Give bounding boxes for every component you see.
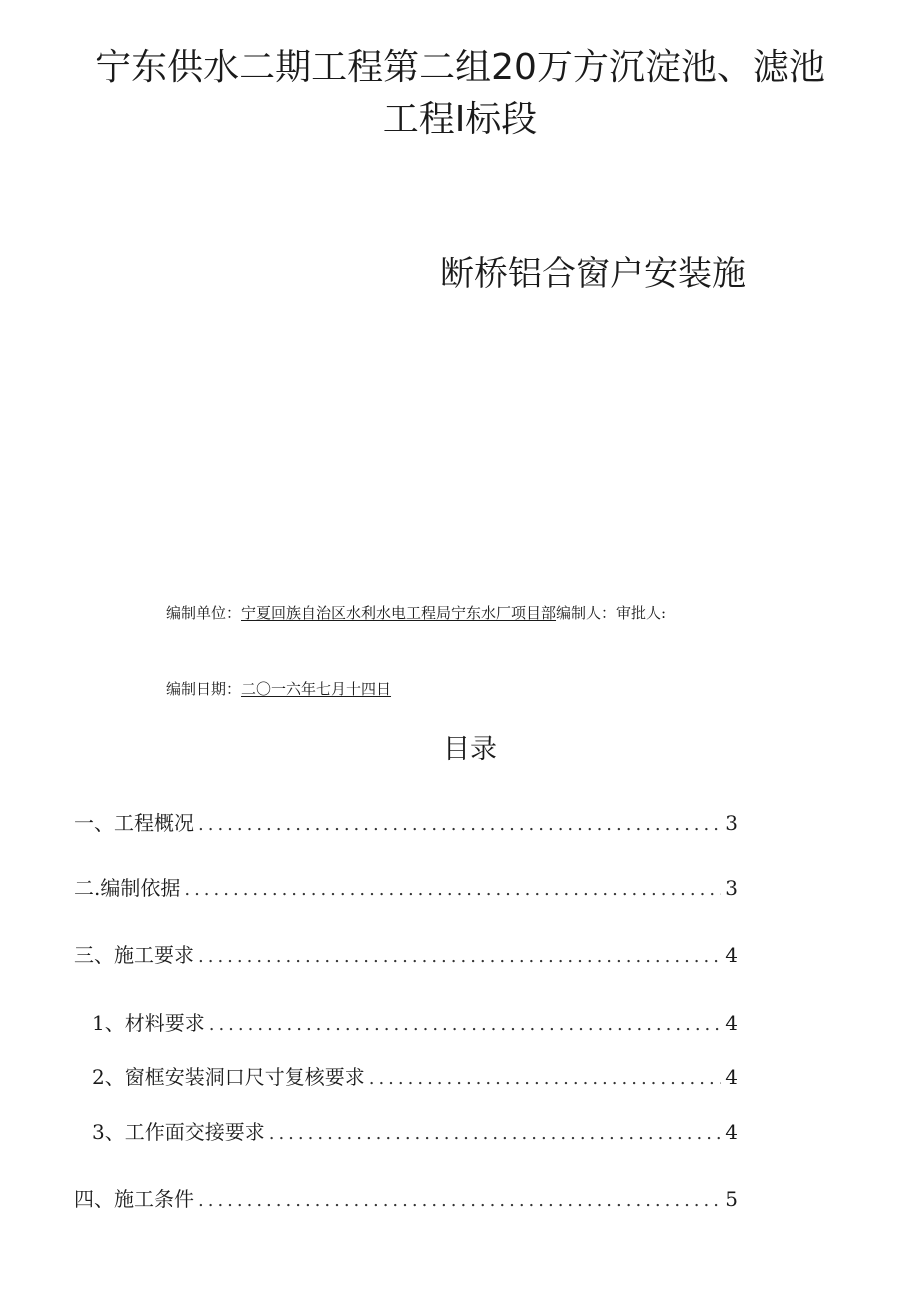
compile-date-label: 编制日期： xyxy=(166,680,242,698)
toc-entry-label: 二.编制依据 xyxy=(74,876,181,900)
toc-entry-page: 3 xyxy=(725,811,738,835)
toc-entry-label: 三、施工要求 xyxy=(74,943,194,967)
toc-entry-page: 4 xyxy=(725,1011,738,1035)
compile-date-line xyxy=(166,679,391,699)
document-title-line-1: 宁东供水二期工程第二组20万方沉淀池、滤池 xyxy=(95,47,825,88)
document-title-line-2: 工程Ⅰ标段 xyxy=(382,99,538,140)
toc-leader-dots xyxy=(209,1012,722,1038)
toc-entry[interactable] xyxy=(74,1186,738,1214)
toc-entry-page: 3 xyxy=(725,876,738,900)
approver-label: 审批人: xyxy=(616,604,667,622)
toc-entry[interactable] xyxy=(74,810,738,838)
toc-entry-label: 3、工作面交接要求 xyxy=(92,1120,265,1144)
toc-entry-label: 2、窗框安装洞口尺寸复核要求 xyxy=(92,1065,365,1089)
compile-unit-value: 宁夏回族自治区水利水电工程局宁东水厂项目部 xyxy=(241,604,557,622)
compile-date-value: 二〇一六年七月十四日 xyxy=(241,680,392,698)
toc-entry[interactable] xyxy=(74,942,738,970)
toc-subentry[interactable] xyxy=(92,1119,738,1147)
toc-leader-dots xyxy=(198,1188,721,1214)
compile-unit-line xyxy=(166,603,666,623)
toc-leader-dots xyxy=(198,944,721,970)
toc-heading: 目录 xyxy=(443,734,497,765)
toc-leader-dots xyxy=(269,1121,722,1147)
document-subtitle: 断桥铝合窗户安装施 xyxy=(440,254,746,294)
toc-entry-label: 四、施工条件 xyxy=(74,1187,194,1211)
toc-entry-page: 5 xyxy=(725,1187,738,1211)
toc-subentry[interactable] xyxy=(92,1064,738,1092)
toc-entry-page: 4 xyxy=(725,1065,738,1089)
toc-entry-label: 一、工程概况 xyxy=(74,811,194,835)
toc-leader-dots xyxy=(184,877,721,903)
author-label: 编制人： xyxy=(556,604,617,622)
toc-entry-label: 1、材料要求 xyxy=(92,1011,205,1035)
toc-leader-dots xyxy=(198,812,721,838)
toc-entry-page: 4 xyxy=(725,1120,738,1144)
toc-leader-dots xyxy=(369,1066,722,1092)
toc-entry[interactable] xyxy=(74,875,738,903)
compile-unit-label: 编制单位： xyxy=(166,604,242,622)
toc-entry-page: 4 xyxy=(725,943,738,967)
toc-subentry[interactable] xyxy=(92,1010,738,1038)
